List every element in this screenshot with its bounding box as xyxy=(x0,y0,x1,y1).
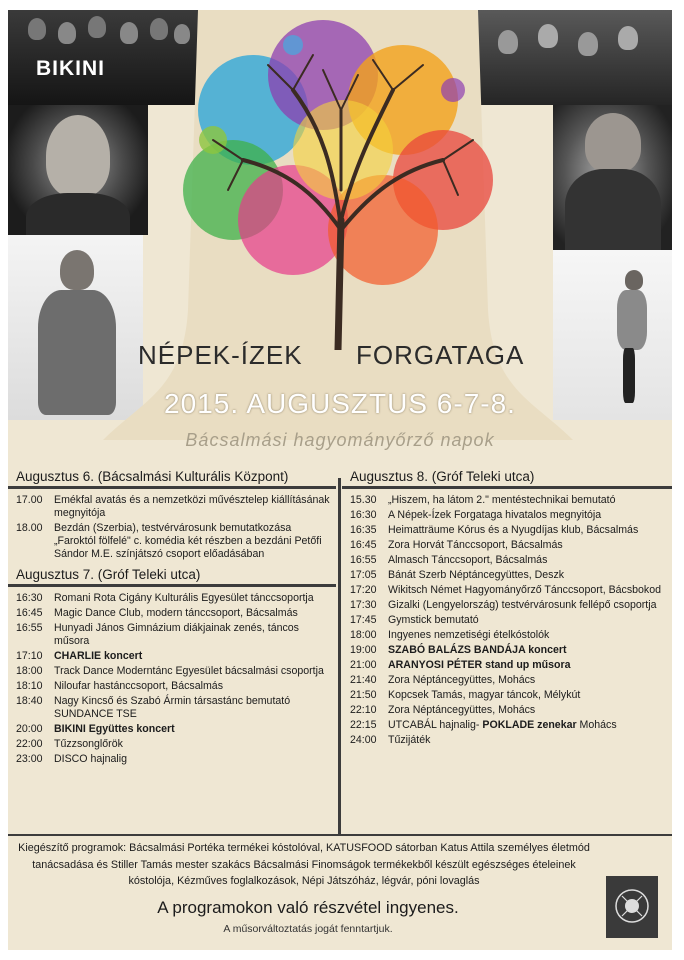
event-highlight: SZABÓ BALÁZS BANDÁJA koncert xyxy=(388,644,567,656)
event-description: Tűzijáték xyxy=(388,734,431,746)
day8-event-row xyxy=(342,719,672,734)
day7-event-row xyxy=(8,622,336,650)
event-description: Nagy Kincső és Szabó Ármin társastánc bemutató SUNDANCE TSE xyxy=(54,695,291,720)
event-time: 18:00 xyxy=(350,629,377,641)
event-description: UTCABÁL hajnalig- POKLADE zenekar Mohács xyxy=(388,719,617,731)
event-time: 21:00 xyxy=(350,659,377,671)
event-time: 17:20 xyxy=(350,584,377,596)
event-description: Emékfal avatás és a nemzetközi művésztelep kiállításának megnyitója xyxy=(54,494,330,519)
event-time: 22:10 xyxy=(350,704,377,716)
event-description: Magic Dance Club, modern tánccsoport, Bácsalmás xyxy=(54,607,298,619)
event-description xyxy=(54,650,332,663)
bikini-logo: BIKINI xyxy=(36,57,105,80)
day6-event-row xyxy=(8,494,336,522)
day8-event-row xyxy=(342,689,672,704)
colorful-tree-illustration xyxy=(173,20,503,350)
event-description: Bánát Szerb Néptáncegyüttes, Deszk xyxy=(388,569,565,581)
event-highlight: ARANYOSI PÉTER stand up műsora xyxy=(388,659,571,671)
event-description: Zora Néptáncegyüttes, Mohács xyxy=(388,704,536,716)
event-time: 16:30 xyxy=(16,592,43,604)
day7-event-row xyxy=(8,592,336,607)
event-description: Wikitsch Német Hagyományőrző Tánccsoport, Bácsbokod xyxy=(388,584,662,596)
day8-event-row xyxy=(342,599,672,614)
event-time: 16:55 xyxy=(16,622,43,634)
event-date: 2015. AUGUSZTUS 6-7-8. xyxy=(164,388,516,419)
day8-heading: Augusztus 8. (Gróf Teleki utca) xyxy=(342,465,672,489)
event-description xyxy=(388,659,668,672)
event-description: Kopcsek Tamás, magyar táncok, Mélykút xyxy=(388,689,581,701)
day8-event-row xyxy=(342,734,672,749)
event-highlight: CHARLIE koncert xyxy=(54,650,143,662)
event-time: 22:15 xyxy=(350,719,377,731)
day7-event-row xyxy=(8,753,336,768)
event-time: 22:00 xyxy=(16,738,43,750)
event-description: Zora Néptáncegyüttes, Mohács xyxy=(388,674,536,686)
event-highlight: BIKINI Együttes koncert xyxy=(54,723,175,735)
bottom-rule xyxy=(8,834,672,836)
free-entry-note: A programokon való részvétel ingyenes. xyxy=(157,898,459,917)
event-time: 21:50 xyxy=(350,689,377,701)
event-description: Gizalki (Lengyelország) testvérvárosunk fellépő csoportja xyxy=(388,599,657,611)
day8-event-row xyxy=(342,659,672,674)
event-time: 18:40 xyxy=(16,695,43,707)
poster xyxy=(8,10,672,950)
event-description: Track Dance Moderntánc Egyesület bácsalmási csoportja xyxy=(54,665,324,677)
day6-event-row xyxy=(8,522,336,563)
title-right: FORGATAGA xyxy=(356,340,525,370)
day7-schedule xyxy=(8,587,336,768)
event-description: Hunyadi János Gimnázium diákjainak zenés, táncos műsora xyxy=(54,622,299,647)
event-time: 17:45 xyxy=(350,614,377,626)
day8-event-row xyxy=(342,704,672,719)
event-time: 18.00 xyxy=(16,522,43,534)
event-description: Romani Rota Cigány Kulturális Egyesület tánccsoportja xyxy=(54,592,314,604)
event-time: 15.30 xyxy=(350,494,377,506)
event-time: 17.00 xyxy=(16,494,43,506)
event-highlight: POKLADE zenekar xyxy=(482,719,577,731)
event-description xyxy=(54,723,332,736)
day7-event-row xyxy=(8,607,336,622)
day8-event-row xyxy=(342,629,672,644)
event-description: Niloufar hastánccsoport, Bácsalmás xyxy=(54,680,223,692)
day7-event-row xyxy=(8,665,336,680)
day7-event-row xyxy=(8,738,336,753)
title-left: NÉPEK-ÍZEK xyxy=(138,340,303,370)
organizer-stamp-logo xyxy=(606,876,658,938)
event-description: Bezdán (Szerbia), testvérvárosunk bemutatkozása „Faroktól fölfelé" c. komédia két részben a bezdáni Petőfi Sándor M.E. színjátszó csoport előadásában xyxy=(54,522,322,560)
event-description: „Hiszem, ha látom 2." mentéstechnikai bemutató xyxy=(388,494,616,506)
day8-event-row xyxy=(342,584,672,599)
program-change-note: A műsorváltoztatás jogát fenntartjuk. xyxy=(223,923,393,935)
day6-schedule xyxy=(8,489,336,563)
event-time: 21:40 xyxy=(350,674,377,686)
day7-event-row xyxy=(8,723,336,738)
day7-event-row xyxy=(8,680,336,695)
event-description xyxy=(388,644,668,657)
event-time: 16:30 xyxy=(350,509,377,521)
extra-programs: Kiegészítő programok: Bácsalmási Portéka termékei kóstolóval, KATUSFOOD sátorban Katus Attila személyes életmód tanácsadása és Stiller Tamás mester szakács Bácsalmási Finomságok termékekből készült egészséges ételeinek kóstolója, Kézműves foglalkozások, Népi Játszóház, légvár, póni lovaglás xyxy=(18,842,590,887)
event-time: 20:00 xyxy=(16,723,43,735)
event-description: Tűzzsonglőrök xyxy=(54,738,123,750)
event-time: 17:30 xyxy=(350,599,377,611)
day8-event-row xyxy=(342,554,672,569)
event-description: Heimatträume Kórus és a Nyugdíjas klub, Bácsalmás xyxy=(388,524,639,536)
subtitle: Bácsalmási hagyományőrző napok xyxy=(185,430,495,450)
day8-event-row xyxy=(342,569,672,584)
day8-event-row xyxy=(342,539,672,554)
event-description: Ingyenes nemzetiségi ételkóstolók xyxy=(388,629,550,641)
day7-heading: Augusztus 7. (Gróf Teleki utca) xyxy=(8,563,336,587)
day8-event-row xyxy=(342,614,672,629)
event-time: 16:55 xyxy=(350,554,377,566)
event-description: Gymstick bemutató xyxy=(388,614,479,626)
event-description: DISCO hajnalig xyxy=(54,753,128,765)
column-divider xyxy=(338,478,341,834)
event-time: 17:05 xyxy=(350,569,377,581)
event-time: 16:45 xyxy=(350,539,377,551)
event-time: 18:00 xyxy=(16,665,43,677)
right-column xyxy=(342,465,672,749)
event-time: 24:00 xyxy=(350,734,377,746)
event-time: 17:10 xyxy=(16,650,43,662)
event-description: Zora Horvát Tánccsoport, Bácsalmás xyxy=(388,539,563,551)
event-time: 19:00 xyxy=(350,644,377,656)
event-time: 18:10 xyxy=(16,680,43,692)
day8-schedule xyxy=(342,489,672,749)
event-time: 23:00 xyxy=(16,753,43,765)
event-time: 16:45 xyxy=(16,607,43,619)
day8-event-row xyxy=(342,524,672,539)
day7-event-row xyxy=(8,650,336,665)
day7-event-row xyxy=(8,695,336,723)
event-description: Almasch Tánccsoport, Bácsalmás xyxy=(388,554,548,566)
day8-event-row xyxy=(342,494,672,509)
event-time: 16:35 xyxy=(350,524,377,536)
event-description: A Népek-Ízek Forgataga hivatalos megnyitója xyxy=(388,509,602,521)
day8-event-row xyxy=(342,644,672,659)
day8-event-row xyxy=(342,509,672,524)
stamp-icon xyxy=(612,884,652,930)
left-column xyxy=(8,465,336,768)
day6-heading: Augusztus 6. (Bácsalmási Kulturális Központ) xyxy=(8,465,336,489)
day8-event-row xyxy=(342,674,672,689)
